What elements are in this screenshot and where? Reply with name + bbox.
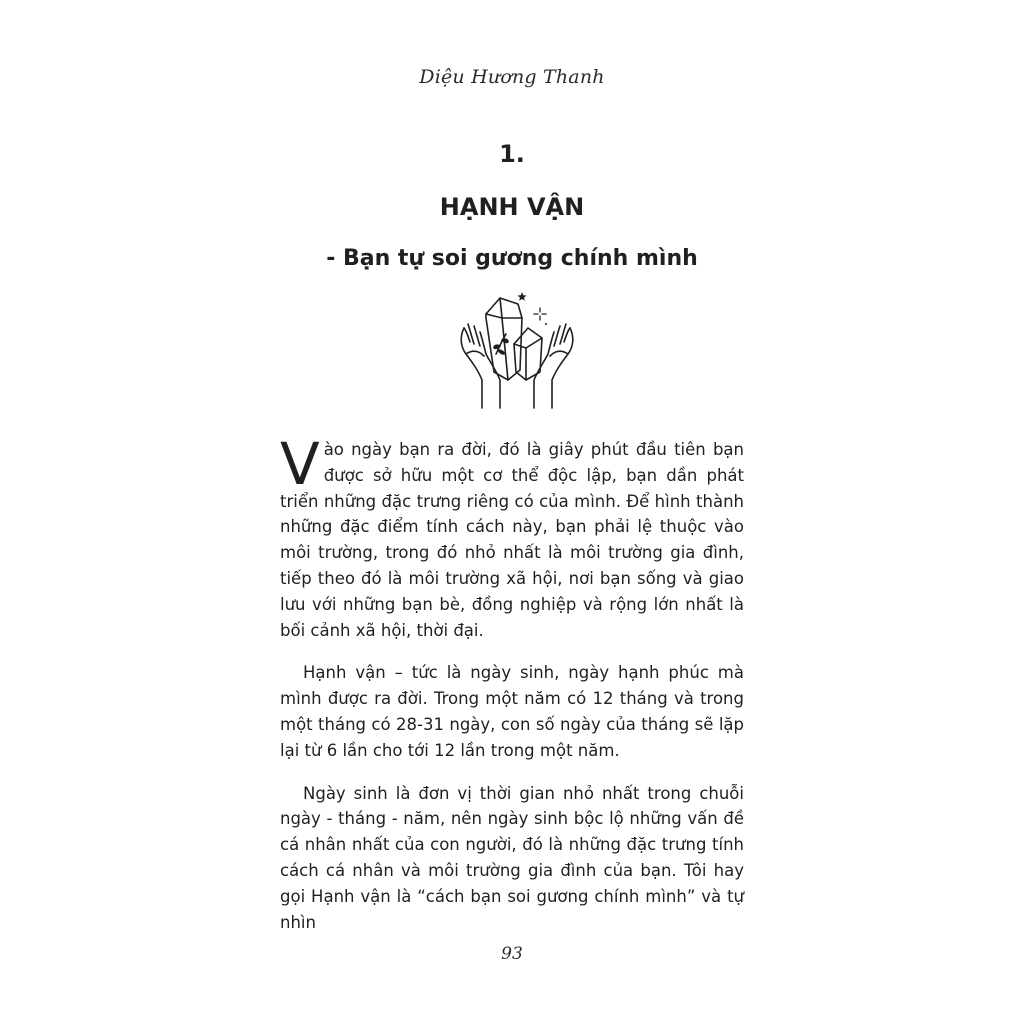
chapter-title: HẠNH VẬN <box>439 193 585 221</box>
paragraph-1-text: ào ngày bạn ra đời, đó là giây phút đầu tiên bạn được sở hữu một cơ thể độc lập, bạn dần phát triển những đặc trưng riêng có của mình. Để hình thành những đặc điểm tính cách này, bạn phải lệ thuộc vào môi trường, trong đó nhỏ nhất là môi trường gia đình, tiếp theo đó là môi trường xã hội, nơi bạn sống và giao lưu với những bạn bè, đồng nghiệp và rộng lớn nhất là bối cảnh xã hội, thời đại. <box>280 440 744 640</box>
paragraph-1 <box>280 430 744 643</box>
running-header-author: Diệu Hương Thanh <box>419 66 605 88</box>
body-text <box>280 430 744 952</box>
chapter-number: 1. <box>499 140 525 168</box>
drop-cap: V <box>280 430 320 498</box>
page-number: 93 <box>501 944 523 964</box>
chapter-subtitle: - Bạn tự soi gương chính mình <box>326 246 698 271</box>
paragraph-3: Ngày sinh là đơn vị thời gian nhỏ nhất trong chuỗi ngày - tháng - năm, nên ngày sinh bộc lộ những vấn đề cá nhân nhất của con người, đó là những đặc trưng tính cách cá nhân và môi trường gia đình của bạn. Tôi hay gọi Hạnh vận là “cách bạn soi gương chính mình” và tự nhìn <box>280 783 744 932</box>
paragraph-2: Hạnh vận – tức là ngày sinh, ngày hạnh phúc mà mình được ra đời. Trong một năm có 12 tháng và trong một tháng có 28-31 ngày, con số ngày của tháng sẽ lặp lại từ 6 lần cho tới 12 lần trong một năm. <box>280 663 744 760</box>
hands-holding-crystals-icon <box>452 288 582 412</box>
